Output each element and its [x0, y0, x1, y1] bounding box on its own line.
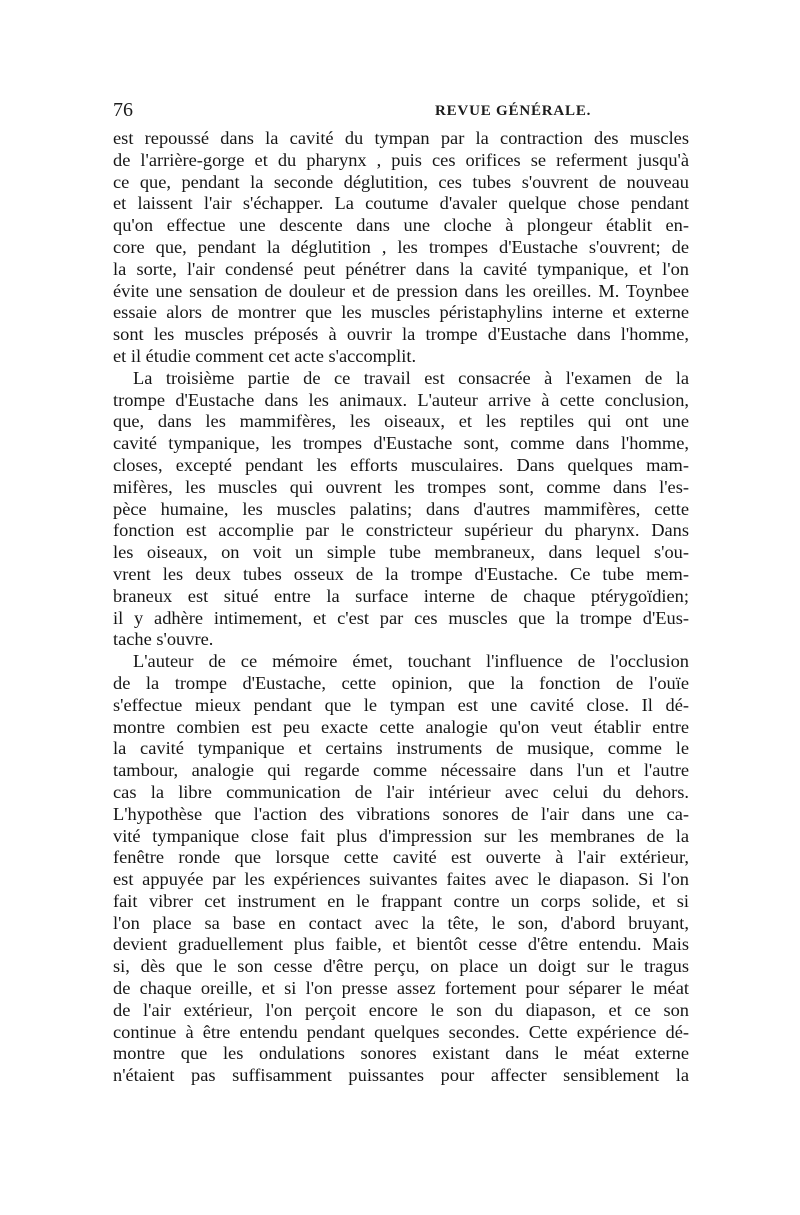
text-line: de la trompe d'Eustache, cette opinion, que la fonction de l'ouïe — [113, 672, 689, 693]
text-line: n'étaient pas suffisamment puissantes pour affecter sensiblement la — [113, 1065, 689, 1086]
text-line: fonction est accomplie par le constricteur supérieur du pharynx. Dans — [113, 520, 689, 541]
text-line: montre combien est peu exacte cette analogie qu'on veut établir entre — [113, 716, 689, 737]
running-head: REVUE GÉNÉRALE. — [435, 103, 592, 119]
text-line: et laissent l'air s'échapper. La coutume d'avaler quelque chose pendant — [113, 193, 689, 214]
text-line: fait vibrer cet instrument en le frappant contre un corps solide, et si — [113, 890, 689, 911]
text-line: est appuyée par les expériences suivantes faites avec le diapason. Si l'on — [113, 869, 689, 890]
paragraph-1 — [113, 128, 689, 368]
text-line: de chaque oreille, et si l'on presse assez fortement pour séparer le méat — [113, 978, 689, 999]
text-line: continue à être entendu pendant quelques secondes. Cette expérience dé- — [113, 1021, 689, 1042]
text-line: tambour, analogie qui regarde comme nécessaire dans l'un et l'autre — [113, 760, 689, 781]
text-line: l'on place sa base en contact avec la tête, le son, d'abord bruyant, — [113, 912, 689, 933]
text-line: devient graduellement plus faible, et bientôt cesse d'être entendu. Mais — [113, 934, 689, 955]
text-line: tache s'ouvre. — [113, 629, 214, 650]
page-number: 76 — [113, 99, 133, 121]
text-line: la cavité tympanique et certains instruments de musique, comme le — [113, 738, 689, 759]
text-line: cavité tympanique, les trompes d'Eustache sont, comme dans l'homme, — [113, 433, 689, 454]
text-line: vrent les deux tubes osseux de la trompe d'Eustache. Ce tube mem- — [113, 563, 689, 584]
text-line: les oiseaux, on voit un simple tube membraneux, dans lequel s'ou- — [113, 542, 689, 563]
text-line: mifères, les muscles qui ouvrent les trompes sont, comme dans l'es- — [113, 476, 689, 497]
text-line: braneux est situé entre la surface interne de chaque ptérygoïdien; — [113, 585, 689, 606]
text-line: de l'arrière-gorge et du pharynx , puis ces orifices se referment jusqu'à — [113, 149, 689, 170]
text-line: et il étudie comment cet acte s'accomplit. — [113, 345, 417, 366]
text-line: que, dans les mammifères, les oiseaux, et les reptiles qui ont une — [113, 411, 689, 432]
text-line: évite une sensation de douleur et de pression dans les oreilles. M. Toynbee — [113, 280, 689, 301]
paragraph-3 — [113, 651, 689, 1087]
text-line: fenêtre ronde que lorsque cette cavité est ouverte à l'air extérieur, — [113, 847, 689, 868]
page-header — [113, 98, 688, 122]
text-line: montre que les ondulations sonores existant dans le méat externe — [113, 1043, 689, 1064]
text-line: La troisième partie de ce travail est consacrée à l'examen de la — [133, 367, 689, 388]
text-line: si, dès que le son cesse d'être perçu, on place un doigt sur le tragus — [113, 956, 689, 977]
text-line: cas la libre communication de l'air intérieur avec celui du dehors. — [113, 781, 689, 802]
text-line: est repoussé dans la cavité du tympan par la contraction des muscles — [113, 128, 689, 148]
text-line: essaie alors de montrer que les muscles péristaphylins interne et externe — [113, 302, 689, 323]
text-line: pèce humaine, les muscles palatins; dans d'autres mammifères, cette — [113, 498, 689, 519]
page-body-text — [113, 128, 689, 1087]
text-line: L'hypothèse que l'action des vibrations sonores de l'air dans une ca- — [113, 803, 689, 824]
text-line: trompe d'Eustache dans les animaux. L'auteur arrive à cette conclusion, — [113, 389, 689, 410]
text-line: L'auteur de ce mémoire émet, touchant l'influence de l'occlusion — [133, 651, 689, 672]
text-line: de l'air extérieur, l'on perçoit encore le son du diapason, et ce son — [113, 999, 689, 1020]
text-line: s'effectue mieux pendant que le tympan est une cavité close. Il dé- — [113, 694, 689, 715]
text-line: il y adhère intimement, et c'est par ces muscles que la trompe d'Eus- — [113, 607, 689, 628]
text-line: closes, excepté pendant les efforts musculaires. Dans quelques mam- — [113, 454, 689, 475]
paragraph-2 — [113, 368, 689, 651]
text-line: sont les muscles préposés à ouvrir la trompe d'Eustache dans l'homme, — [113, 324, 689, 345]
text-line: ce que, pendant la seconde déglutition, ces tubes s'ouvrent de nouveau — [113, 171, 689, 192]
text-line: qu'on effectue une descente dans une cloche à plongeur établit en- — [113, 215, 689, 236]
text-line: core que, pendant la déglutition , les trompes d'Eustache s'ouvrent; de — [113, 236, 689, 257]
text-line: la sorte, l'air condensé peut pénétrer dans la cavité tympanique, et l'on — [113, 258, 689, 279]
text-line: vité tympanique close fait plus d'impression sur les membranes de la — [113, 825, 689, 846]
